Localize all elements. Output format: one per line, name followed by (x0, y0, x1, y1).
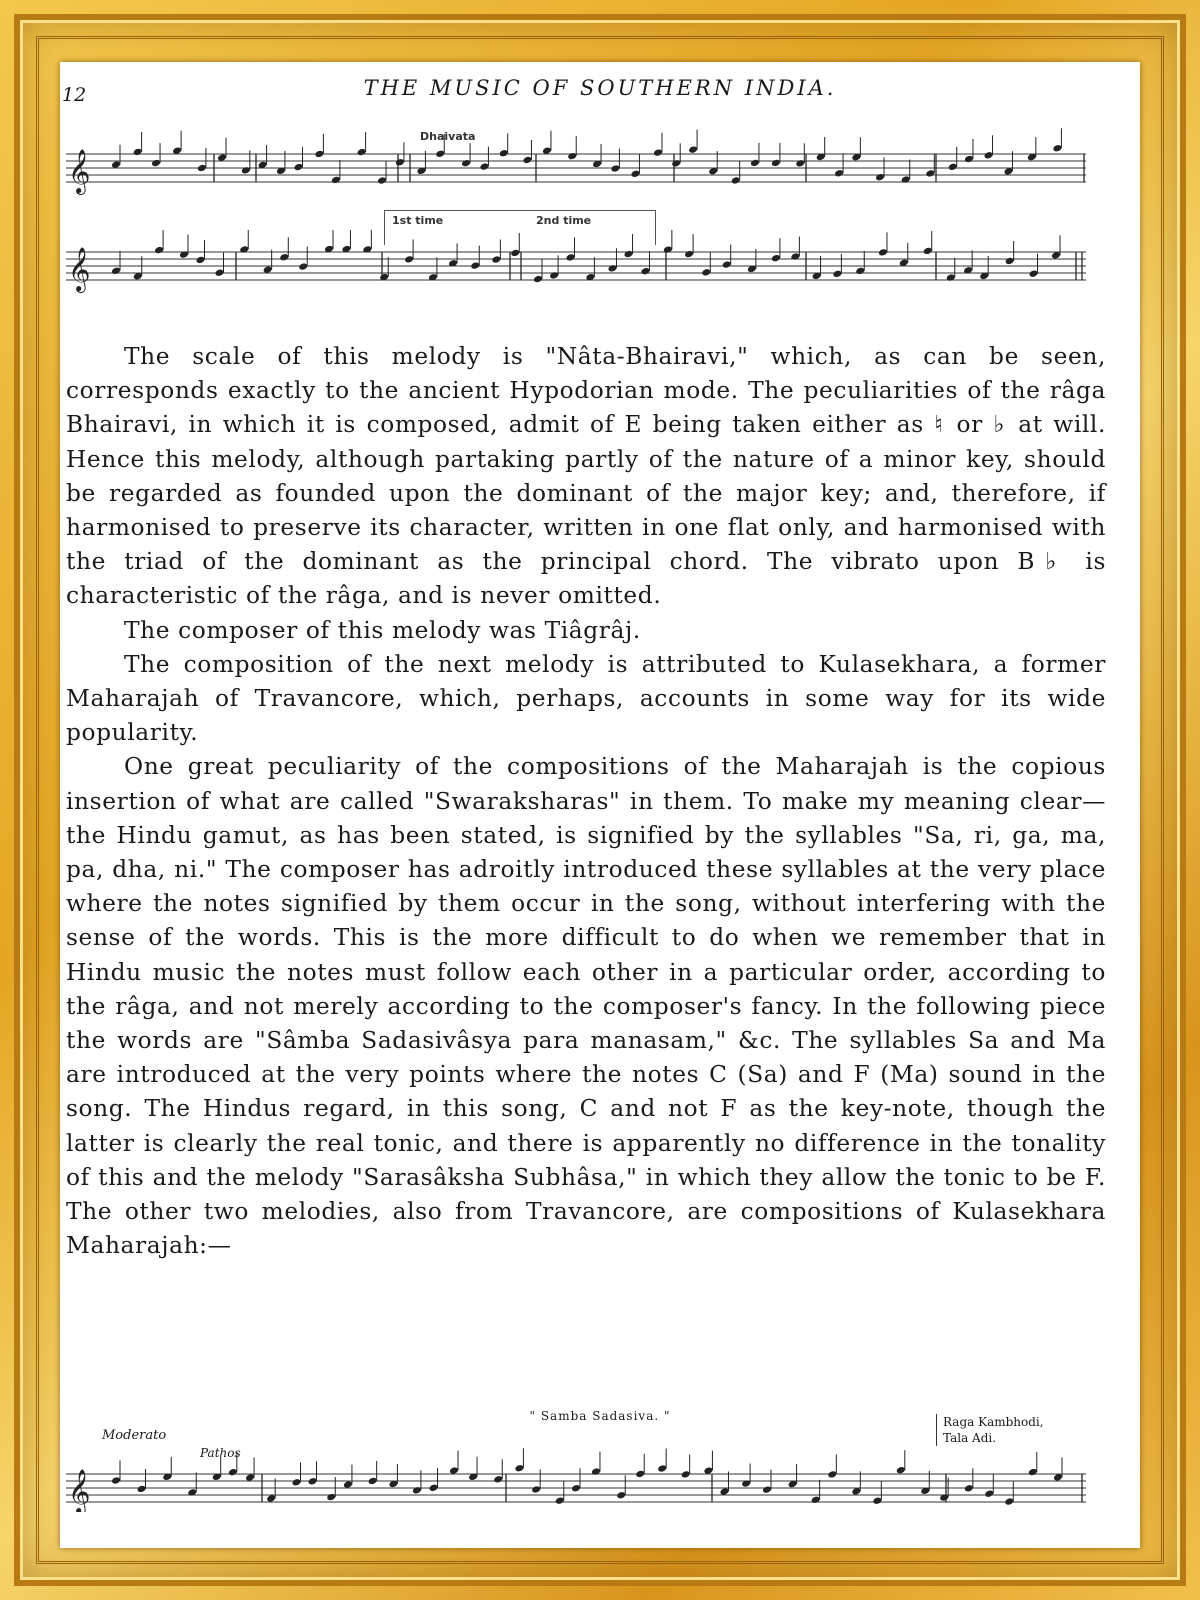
note-head (549, 271, 559, 280)
note-head (1005, 257, 1015, 266)
music-staff-1 (66, 126, 1090, 196)
note-head (681, 1470, 691, 1479)
volta-1-label: 1st time (392, 214, 444, 227)
note-head (630, 170, 640, 179)
note-head (653, 148, 663, 157)
note-head (294, 163, 304, 172)
note-head (671, 159, 681, 168)
note-head (872, 1496, 882, 1505)
note-head (429, 1484, 439, 1493)
note-head (111, 1476, 121, 1485)
note-head (684, 250, 694, 259)
note-head (522, 156, 532, 165)
body-text (66, 340, 1106, 1263)
paragraph-1: The scale of this melody is "Nâta-Bhairavi," which, as can be seen, corresponds exactly to the ancient Hypodorian mode. The peculiarities of the râga Bhairavi, in which it is composed, admit of E being taken either as ♮ or ♭ at will. Hence this melody, although partaking partly of the nature of a minor key, should be regarded as founded upon the dominant of the major key; and, therefore, if harmonised to preserve its character, written in one flat only, and harmonised with the triad of the dominant as the principal chord. The vibrato upon B♭ is characteristic of the râga, and is never omitted. (66, 343, 1106, 610)
tala-line: Tala Adi. (943, 1431, 997, 1445)
running-head: THE MUSIC OF SOUTHERN INDIA. (363, 76, 837, 100)
note-head (984, 1489, 994, 1498)
note-head (688, 145, 698, 154)
note-head (640, 267, 650, 276)
note-head (404, 255, 414, 264)
note-head (855, 267, 865, 276)
note-head (1028, 1468, 1038, 1477)
note-head (197, 164, 207, 173)
note-head (875, 173, 885, 182)
note-head (771, 159, 781, 168)
note-head (1004, 1497, 1014, 1506)
note-head (368, 1477, 378, 1486)
note-head (357, 148, 367, 157)
raga-line: Raga Kambhodi, (943, 1415, 1044, 1429)
note-head (133, 148, 143, 157)
note-head (946, 273, 956, 282)
note-head (395, 158, 405, 167)
note-head (499, 149, 509, 158)
note-head (1052, 144, 1062, 153)
note-head (635, 1470, 645, 1479)
note-head (701, 268, 711, 277)
paragraph-4: One great peculiarity of the compositions of the Maharajah is the copious insertion of what are called "Swaraksharas" in them. To make my meaning clear—the Hindu gamut, as has been stated, is signified by the syllables "Sa, ri, ga, ma, pa, dha, ni." The composer has adroitly introduced these syllables at the very place where the notes signified by them occur in the song, without interfering with the sense of the words. This is the more difficult to do when we remember that in Hindu music the notes must follow each other in a particular order, according to the râga, and not merely according to the composer's fancy. In the following piece the words are "Sâmba Sadasivâsya para manasam," &c. The syllables Sa and Ma are introduced at the very points where the notes C (Sa) and F (Ma) sound in the song. The Hindus regard, in this song, C and not F as the key-note, though the latter is clearly the real tonic, and there is apparently no difference in the tonality of this and the melody "Sarasâksha Subhâsa," in which they allow the tonic to be F. The other two melodies, also from Travancore, are compositions of Kulasekhara Maharajah:— (66, 753, 1106, 1260)
note-head (923, 247, 933, 256)
note-head (731, 176, 741, 185)
note-head (491, 255, 501, 264)
note-head (493, 1475, 503, 1484)
note-head (925, 169, 935, 178)
note-head (984, 151, 994, 160)
note-head (624, 250, 634, 259)
note-head (279, 253, 289, 262)
note-head (331, 176, 341, 185)
page-number: 12 (62, 84, 87, 106)
note-head (514, 1464, 524, 1473)
note-head (1029, 269, 1039, 278)
note-head (964, 155, 974, 164)
note-head (964, 1484, 974, 1493)
note-head (811, 1496, 821, 1505)
volta-2-label: 2nd time (536, 214, 592, 227)
note-head (137, 1485, 147, 1494)
expression-marking: Pathos (200, 1446, 241, 1460)
note-head (241, 166, 251, 175)
staff1-label: Dhaivata (420, 130, 476, 143)
note-head (555, 1496, 565, 1505)
note-head (377, 176, 387, 185)
note-head (571, 1484, 581, 1493)
note-head (228, 1468, 238, 1477)
treble-clef-icon: 𝄞 (68, 247, 91, 291)
note-head (566, 253, 576, 262)
note-head (762, 1485, 772, 1494)
note-head (834, 169, 844, 178)
note-head (531, 1485, 541, 1494)
note-head (591, 1467, 601, 1476)
treble-clef-icon: 𝄞 (68, 1469, 91, 1512)
note-head (750, 159, 760, 168)
note-head (314, 150, 324, 159)
note-head (663, 245, 673, 254)
note-head (298, 262, 308, 271)
book-page (60, 62, 1140, 1548)
note-head (878, 248, 888, 257)
note-head (470, 261, 480, 270)
paragraph-3: The composition of the next melody is attributed to Kulasekhara, a former Maharajah of Travancore, which, perhaps, accounts in some way for its wide popularity. (66, 650, 1106, 747)
note-head (479, 162, 489, 171)
note-head (510, 249, 520, 258)
note-head (896, 1466, 906, 1475)
piece-title: " Samba Sadasiva. " (529, 1409, 671, 1423)
note-head (461, 159, 471, 168)
note-head (832, 270, 842, 279)
note-head (111, 267, 121, 276)
music-staff-3 (66, 1442, 1090, 1512)
tempo-marking: Moderato (102, 1428, 167, 1443)
note-head (610, 164, 620, 173)
note-head (435, 150, 445, 159)
note-head (533, 275, 543, 284)
note-head (722, 260, 732, 269)
note-head (790, 252, 800, 261)
note-head (151, 159, 161, 168)
note-head (308, 1477, 318, 1486)
note-head (412, 1486, 422, 1495)
note-head (657, 1464, 667, 1473)
note-head (292, 1478, 302, 1487)
note-head (196, 256, 206, 265)
treble-clef-icon: 𝄞 (68, 149, 91, 193)
note-head (567, 152, 577, 161)
music-staff-2 (66, 230, 1090, 320)
note-head (948, 163, 958, 172)
note-head (616, 1491, 626, 1500)
note-head (215, 268, 225, 277)
note-head (326, 1493, 336, 1502)
paragraph-2: The composer of this melody was Tiâgrâj. (124, 616, 641, 644)
note-head (607, 264, 617, 273)
note-head (771, 254, 781, 263)
note-head (827, 1470, 837, 1479)
note-head (795, 159, 805, 168)
note-head (154, 246, 164, 255)
